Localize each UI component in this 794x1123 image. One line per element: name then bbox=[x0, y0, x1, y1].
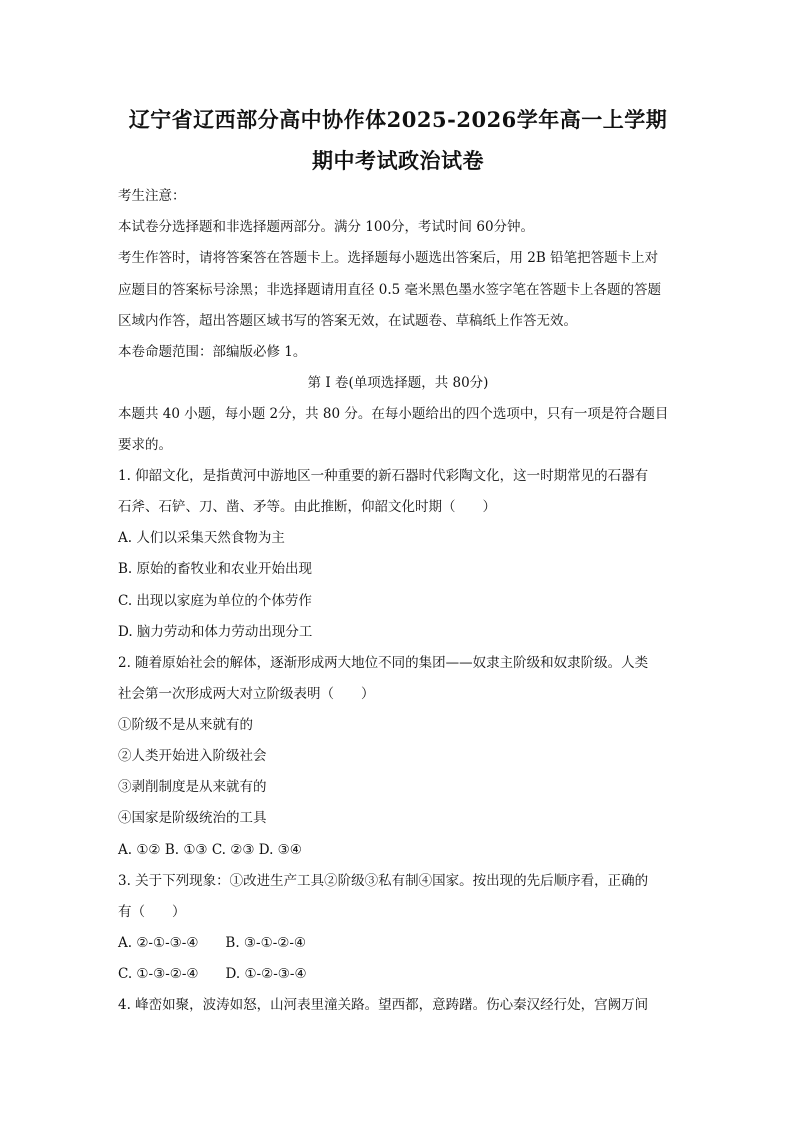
question-2-statement: ①阶级不是从来就有的 bbox=[118, 717, 253, 733]
notice-line: 本试卷分选择题和非选择题两部分。满分 100分，考试时间 60分钟。 bbox=[118, 219, 535, 235]
section-title: 第 I 卷(单项选择题，共 80分) bbox=[307, 375, 489, 391]
question-2-statement: ③剥削制度是从来就有的 bbox=[118, 779, 267, 795]
question-2-options: A. ①② B. ①③ C. ②③ D. ③④ bbox=[118, 842, 302, 858]
notice-line: 考生作答时，请将答案答在答题卡上。选择题每小题选出答案后，用 2B 铅笔把答题卡上对 bbox=[118, 250, 659, 266]
question-1-option-c: C. 出现以家庭为单位的个体劳作 bbox=[118, 593, 312, 609]
question-1-option-d: D. 脑力劳动和体力劳动出现分工 bbox=[118, 624, 313, 640]
question-3-stem: 3. 关于下列现象：①改进生产工具②阶级③私有制④国家。按出现的先后顺序看，正确的 bbox=[118, 873, 649, 889]
notice-line: 区域内作答，超出答题区域书写的答案无效，在试题卷、草稿纸上作答无效。 bbox=[118, 313, 577, 329]
section-intro-line: 本题共 40 小题，每小题 2分，共 80 分。在每小题给出的四个选项中，只有一项是符合题目 bbox=[118, 406, 669, 422]
question-1-stem: 1. 仰韶文化，是指黄河中游地区一种重要的新石器时代彩陶文化，这一时期常见的石器有 bbox=[118, 468, 649, 484]
question-3-stem: 有（ ） bbox=[118, 904, 186, 920]
question-1-option-b: B. 原始的畜牧业和农业开始出现 bbox=[118, 561, 313, 577]
notice-line: 本卷命题范围：部编版必修 1。 bbox=[118, 344, 307, 360]
question-2-statement: ②人类开始进入阶级社会 bbox=[118, 748, 267, 764]
question-1-stem: 石斧、石铲、刀、凿、矛等。由此推断，仰韶文化时期（ ） bbox=[118, 499, 496, 515]
question-2-stem: 社会第一次形成两大对立阶级表明（ ） bbox=[118, 686, 375, 702]
notice-line: 应题目的答案标号涂黑；非选择题请用直径 0.5 毫米黑色墨水签字笔在答题卡上各题的答题 bbox=[118, 282, 662, 298]
question-2-stem: 2. 随着原始社会的解体，逐渐形成两大地位不同的集团——奴隶主阶级和奴隶阶级。人类 bbox=[118, 655, 649, 671]
question-3-options-cd: C. ①-③-②-④ D. ①-②-③-④ bbox=[118, 966, 307, 982]
exam-title-line2: 期中考试政治试卷 bbox=[312, 148, 484, 173]
notice-header: 考生注意： bbox=[118, 188, 186, 204]
question-4-stem: 4. 峰峦如聚，波涛如怒，山河表里潼关路。望西都，意踌躇。伤心秦汉经行处，宫阙万间 bbox=[118, 997, 649, 1013]
question-1-option-a: A. 人们以采集天然食物为主 bbox=[118, 530, 285, 546]
question-2-statement: ④国家是阶级统治的工具 bbox=[118, 810, 267, 826]
section-intro-line: 要求的。 bbox=[118, 437, 172, 453]
exam-title-line1: 辽宁省辽西部分高中协作体2025-2026学年高一上学期 bbox=[128, 107, 668, 132]
question-3-options-ab: A. ②-①-③-④ B. ③-①-②-④ bbox=[118, 935, 307, 951]
